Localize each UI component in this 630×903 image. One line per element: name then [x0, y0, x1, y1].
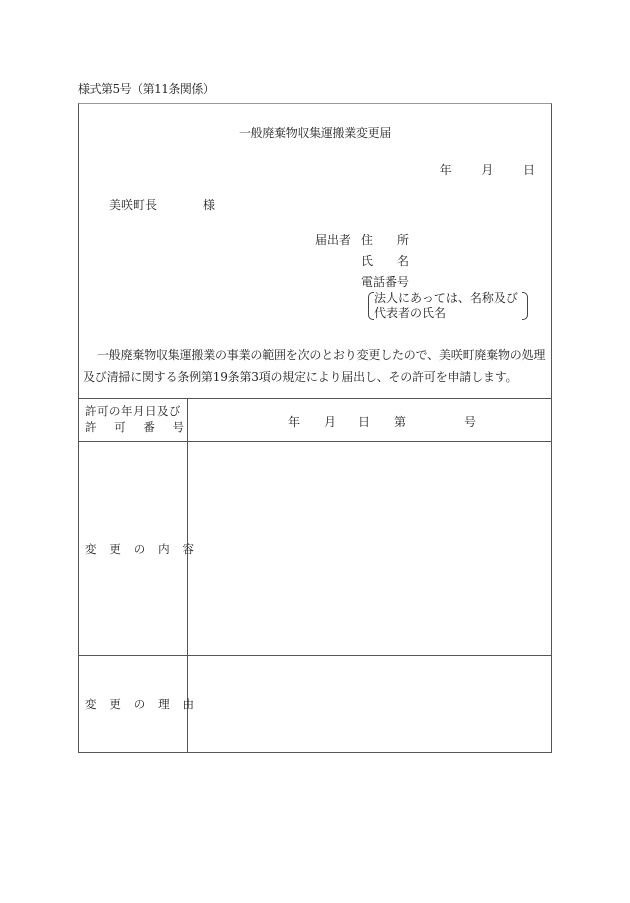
address-label-char: 所	[396, 233, 409, 247]
label-char: 容	[182, 542, 194, 556]
label-char: 由	[182, 697, 194, 711]
corporate-note-line1: 法人にあっては、名称及び	[374, 291, 518, 305]
label-char: 変	[85, 542, 97, 556]
change-reason-field[interactable]	[188, 656, 551, 752]
phone-label: 電話番号	[361, 275, 410, 289]
permit-month-label: 月	[324, 415, 337, 429]
form-frame	[78, 103, 552, 753]
label-char: 理	[158, 697, 170, 711]
change-reason-label	[79, 696, 202, 712]
addressee	[109, 196, 215, 213]
corporate-note-line2: 代表者の氏名	[374, 306, 447, 320]
document-title: 一般廃棄物収集運搬業変更届	[238, 126, 392, 140]
form-number: 様式第5号（第11条関係）	[78, 82, 215, 96]
applicant-label: 届出者	[315, 233, 352, 247]
label-char: の	[133, 697, 146, 711]
permit-go-label: 号	[464, 415, 477, 429]
address-label	[361, 230, 409, 251]
applicant-block	[315, 230, 409, 293]
permit-label-line2	[79, 419, 188, 435]
permit-date-number-field[interactable]	[188, 399, 551, 442]
date-year-label: 年	[439, 163, 452, 177]
addressee-honorific: 様	[203, 198, 216, 212]
change-content-label	[79, 541, 202, 557]
body-text: 一般廃棄物収集運搬業の事業の範囲を次のとおり変更したので、美咲町廃棄物の処理及び清掃に関する条例第19条第3項の規定により届出し、その許可を申請します。	[83, 348, 546, 384]
body-paragraph	[83, 344, 547, 388]
corporate-note	[368, 291, 530, 321]
label-char: 内	[158, 542, 170, 556]
address-label-char: 住	[361, 233, 374, 247]
permit-dai-label: 第	[394, 415, 407, 429]
date-month-label: 月	[481, 163, 494, 177]
permit-label-char: 号	[172, 420, 184, 434]
submission-date	[440, 161, 535, 178]
permit-label-char: 可	[114, 420, 126, 434]
name-label	[361, 251, 409, 272]
permit-label-cell	[79, 403, 188, 435]
addressee-name: 美咲町長	[109, 198, 158, 212]
permit-year-label: 年	[288, 415, 301, 429]
permit-label-char: 番	[143, 420, 155, 434]
label-char: 更	[109, 697, 121, 711]
name-label-char: 氏	[361, 254, 374, 268]
date-day-label: 日	[522, 163, 535, 177]
permit-label-line1: 許可の年月日及び	[85, 404, 181, 418]
label-char: 変	[85, 697, 97, 711]
change-content-field[interactable]	[188, 442, 551, 655]
permit-label-char: 許	[85, 420, 97, 434]
label-char: 更	[109, 542, 121, 556]
name-label-char: 名	[396, 254, 409, 268]
label-char: の	[133, 542, 146, 556]
permit-day-label: 日	[358, 415, 371, 429]
